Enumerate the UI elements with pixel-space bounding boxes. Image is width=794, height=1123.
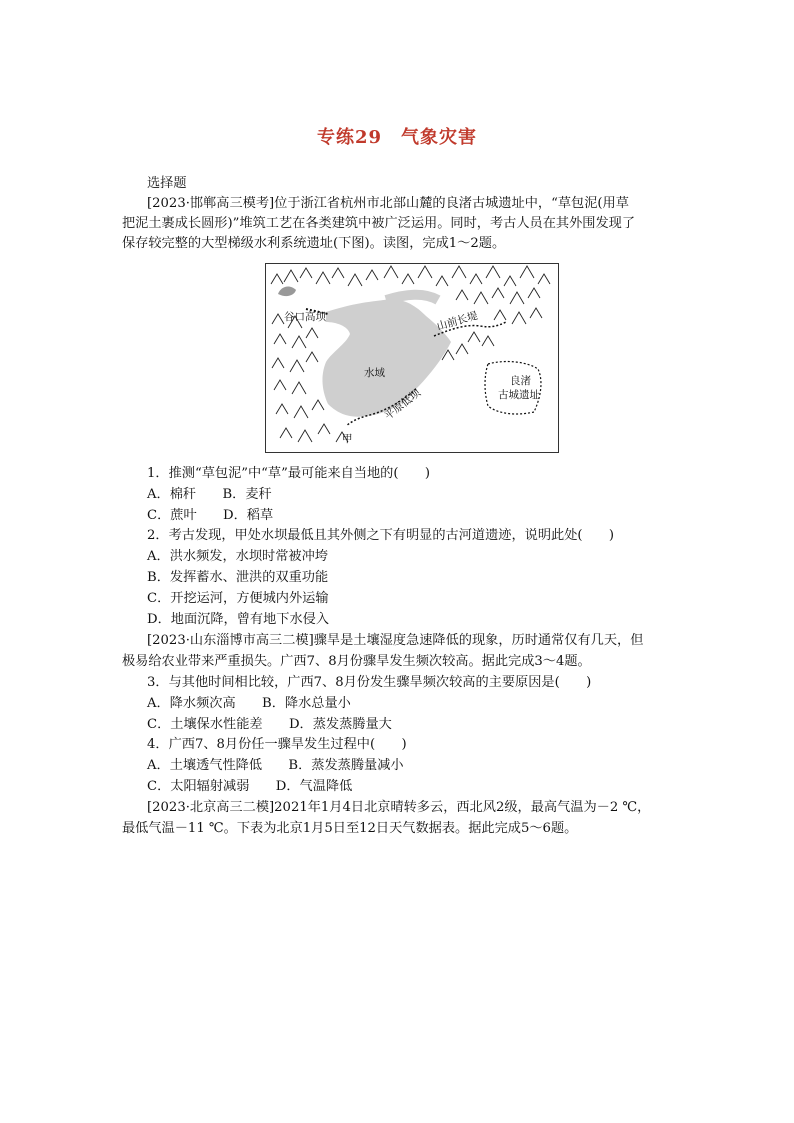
option-line: D．地面沉降，曾有地下水侵入 — [147, 612, 330, 627]
label-mountain-dam: 山前长堤 — [435, 309, 480, 333]
option-line: C．土壤保水性能差 D．蒸发蒸腾量大 — [147, 717, 392, 732]
intro-line: 极易给农业带来严重损失。广西7、8月份骤旱发生频次较高。据此完成3～4题。 — [122, 654, 591, 669]
intro-line: [2023·北京高三二模]2021年1月4日北京晴转多云，西北风2级，最高气温为－2 ℃， — [147, 800, 651, 815]
ancient-city-outline — [485, 362, 541, 414]
upper-reservoir — [278, 287, 296, 297]
water-system-map — [265, 263, 559, 453]
label-site-1: 良渚 — [510, 375, 531, 387]
label-plain-dam: 平原低坝 — [382, 387, 423, 423]
option-line: C．太阳辐射减弱 D．气温降低 — [147, 779, 353, 794]
intro-line: 把泥土裹成长圆形)”堆筑工艺在各类建筑中被广泛运用。同时，考古人员在其外围发现了 — [122, 216, 636, 231]
label-site-2: 古城遗址 — [498, 389, 540, 401]
question-line: 3．与其他时间相比较，广西7、8月份发生骤旱频次较高的主要原因是( ) — [147, 675, 592, 690]
option-line: B．发挥蓄水、泄洪的双重功能 — [147, 570, 329, 585]
map-svg — [266, 264, 558, 452]
label-water: 水域 — [364, 367, 385, 379]
option-line: A．土壤透气性降低 B．蒸发蒸腾量减小 — [147, 758, 404, 773]
intro-line: 最低气温－11 ℃。下表为北京1月5日至12日天气数据表。据此完成5～6题。 — [122, 821, 578, 836]
label-point-jia: 甲 — [342, 433, 353, 445]
option-line: A．洪水频发，水坝时常被冲垮 — [147, 549, 328, 564]
option-line: C．开挖运河，方便城内外运输 — [147, 591, 329, 606]
section-label: 选择题 — [147, 176, 187, 191]
question-line: 1．推测“草包泥”中“草”最可能来自当地的( ) — [147, 466, 431, 481]
intro-line: 保存较完整的大型梯级水利系统遗址(下图)。读图，完成1～2题。 — [122, 236, 506, 251]
option-line: C．蔗叶 D．稻草 — [147, 508, 274, 523]
water-channel — [386, 295, 438, 300]
label-valley-dam: 谷口高坝 — [284, 311, 326, 323]
page-title: 专练29 气象灾害 — [316, 127, 478, 148]
intro-line: [2023·邯郸高三模考]位于浙江省杭州市北部山麓的良渚古城遗址中，“草包泥(用草 — [147, 196, 629, 211]
option-line: A．棉秆 B．麦秆 — [147, 487, 272, 502]
question-line: 2．考古发现，甲处水坝最低且其外侧之下有明显的古河道遗迹，说明此处( ) — [147, 528, 615, 543]
question-line: 4．广西7、8月份任一骤旱发生过程中( ) — [147, 737, 407, 752]
option-line: A．降水频次高 B．降水总量小 — [147, 696, 351, 711]
water-area — [322, 299, 451, 416]
intro-line: [2023·山东淄博市高三二模]骤旱是土壤湿度急速降低的现象，历时通常仅有几天，但 — [147, 633, 644, 648]
